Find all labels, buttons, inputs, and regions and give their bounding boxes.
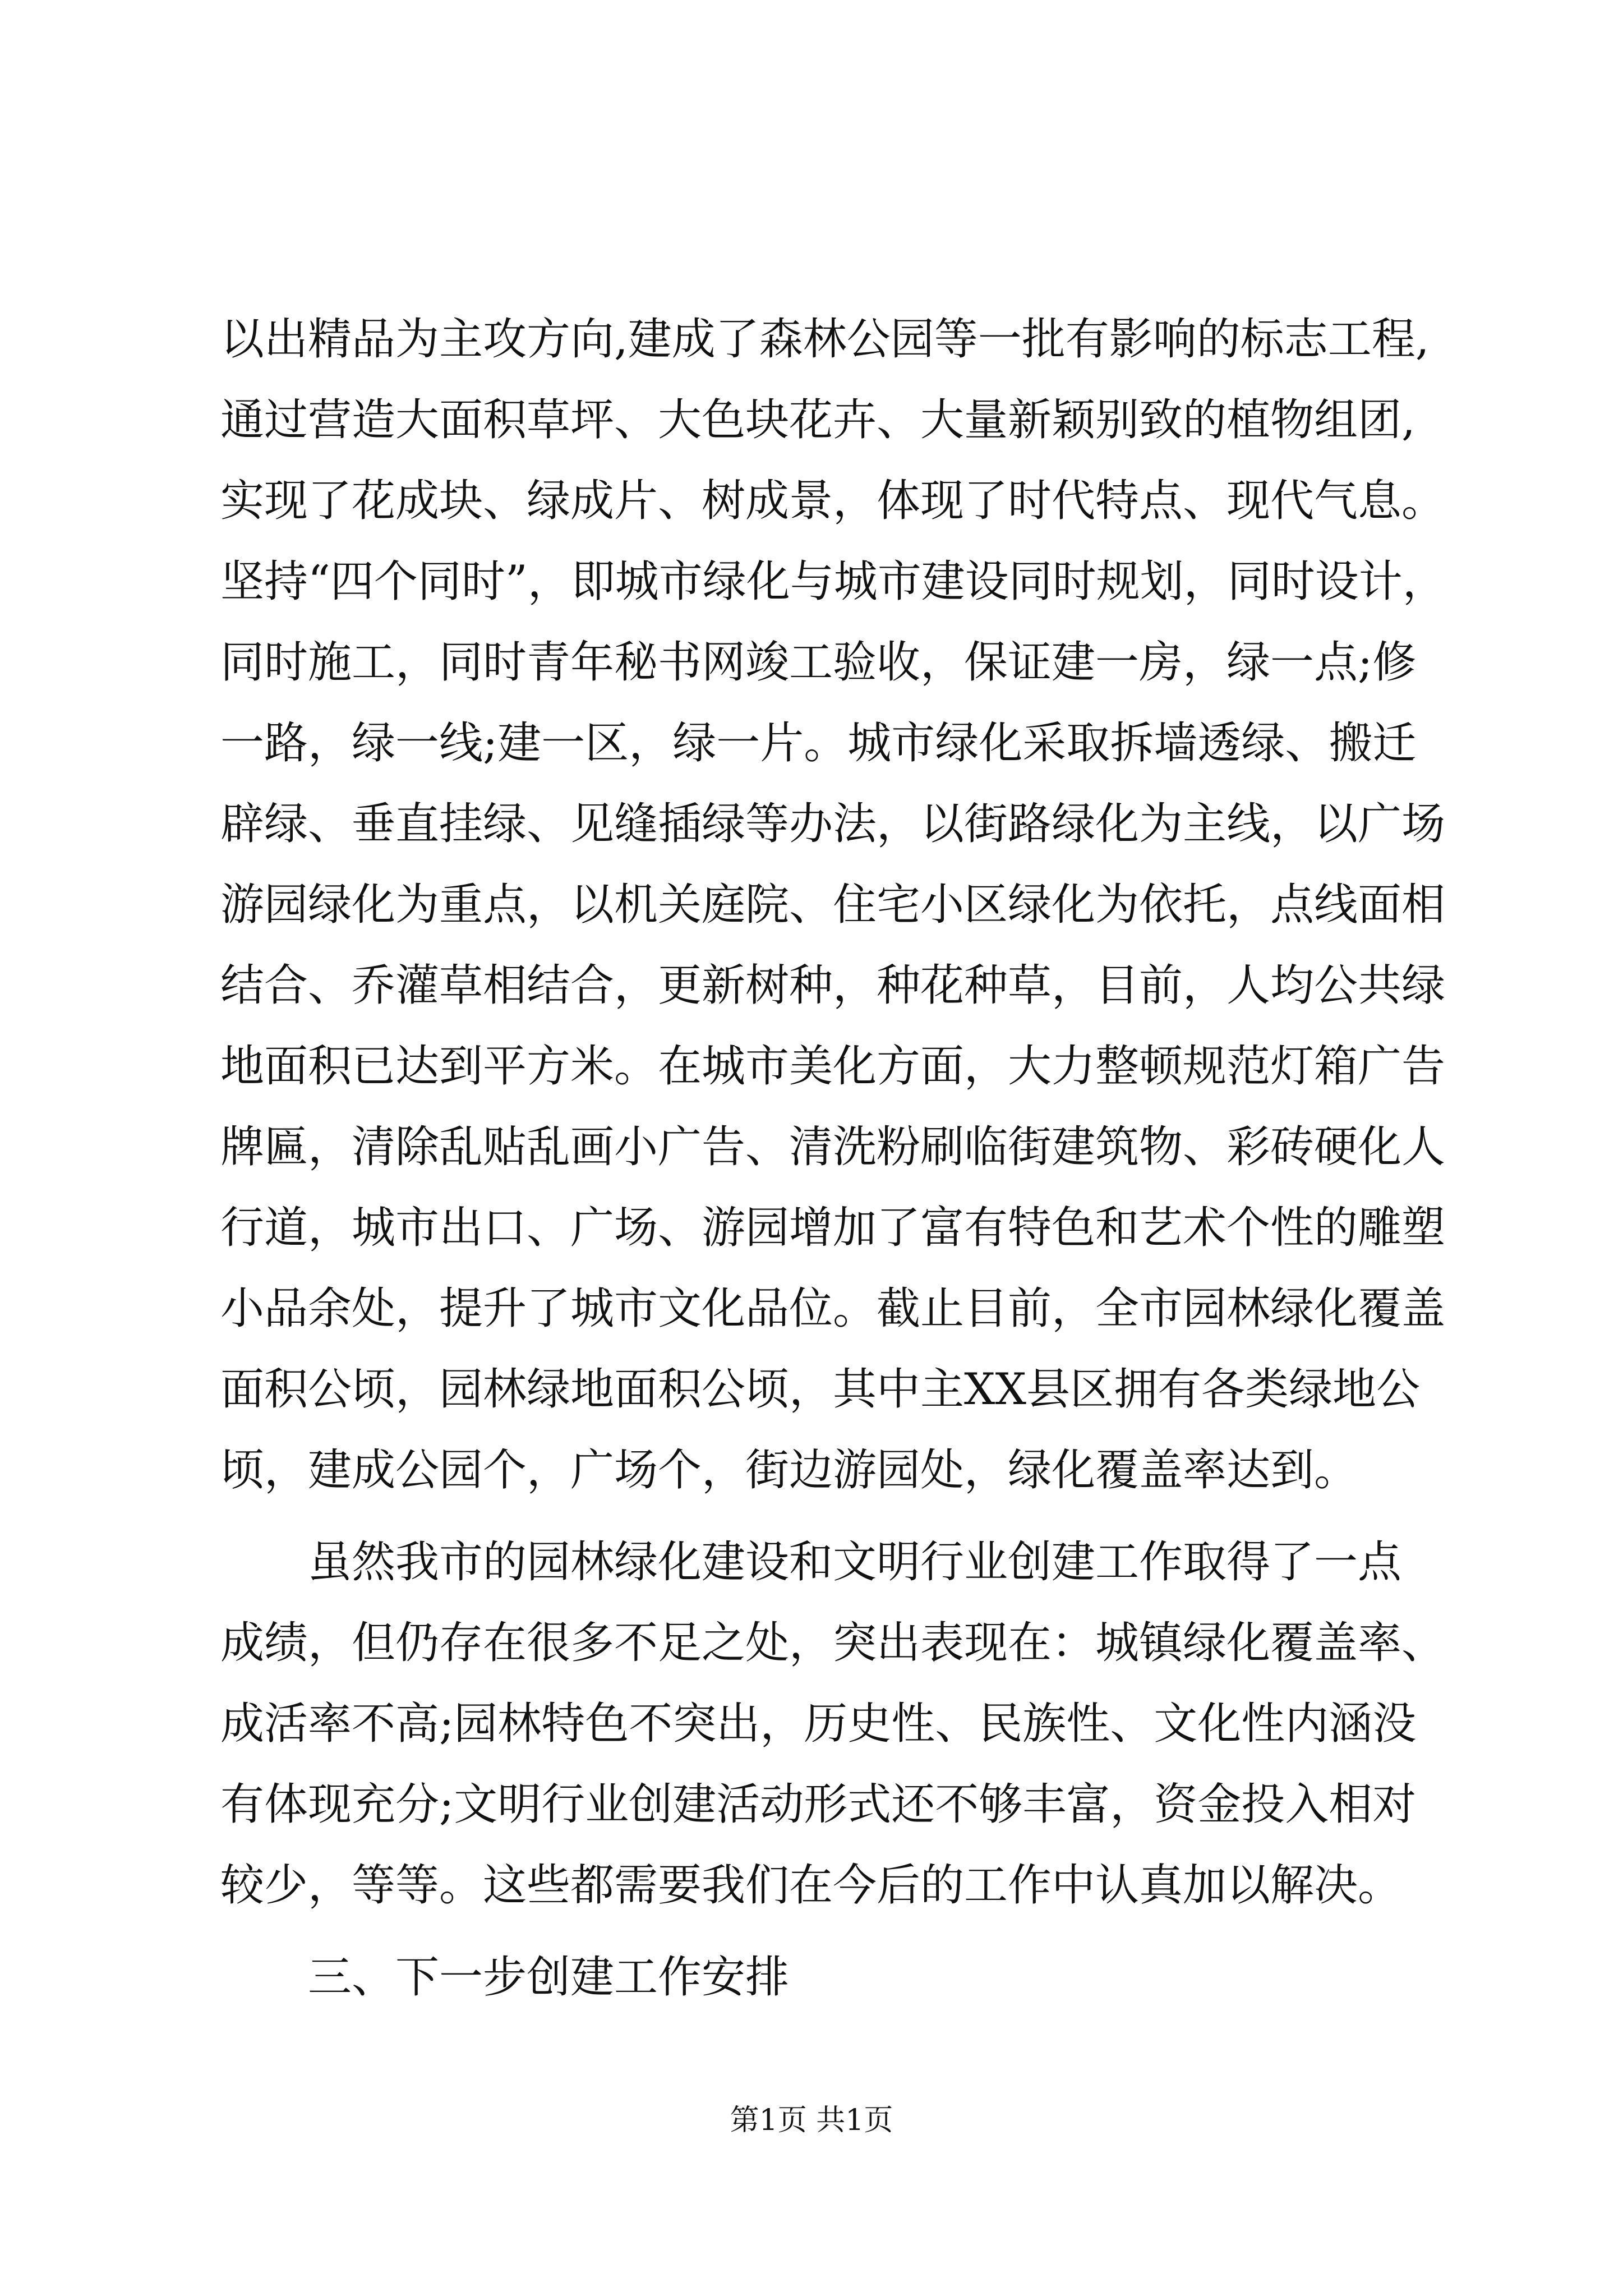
section-heading: 三、下一步创建工作安排	[308, 1952, 790, 2003]
text-line: 一路，绿一线;建一区，绿一片。城市绿化采取拆墙透绿、搬迁	[220, 718, 1417, 769]
page-footer: 第1页 共1页	[730, 2104, 893, 2137]
text-line: 较少，等等。这些都需要我们在今后的工作中认真加以解决。	[220, 1860, 1402, 1911]
text-line: 面积公顷，园林绿地面积公顷，其中主XX县区拥有各类绿地公	[220, 1364, 1421, 1415]
text-line: 同时施工，同时青年秘书网竣工验收，保证建一房，绿一点;修	[220, 637, 1417, 688]
paragraph-first-line: 虽然我市的园林绿化建设和文明行业创建工作取得了一点	[308, 1537, 1402, 1588]
text-line: 坚持“四个同时”，即城市绿化与城市建设同时规划，同时设计，	[220, 556, 1446, 607]
text-line: 成绩，但仍存在很多不足之处，突出表现在：城镇绿化覆盖率、	[220, 1618, 1446, 1668]
text-line: 实现了花成块、绿成片、树成景，体现了时代特点、现代气息。	[220, 476, 1446, 526]
text-line: 行道，城市出口、广场、游园增加了富有特色和艺术个性的雕塑	[220, 1203, 1446, 1253]
text-line: 顷，建成公园个，广场个，街边游园处，绿化覆盖率达到。	[220, 1445, 1358, 1496]
text-line: 游园绿化为重点，以机关庭院、住宅小区绿化为依托，点线面相	[220, 880, 1446, 930]
text-line: 牌匾，清除乱贴乱画小广告、清洗粉刷临街建筑物、彩砖硬化人	[220, 1122, 1446, 1172]
text-line: 以出精品为主攻方向,建成了森林公园等一批有影响的标志工程,	[220, 314, 1430, 365]
text-line: 结合、乔灌草相结合，更新树种，种花种草，目前，人均公共绿	[220, 960, 1446, 1011]
text-line: 有体现充分;文明行业创建活动形式还不够丰富，资金投入相对	[220, 1779, 1417, 1830]
text-line: 成活率不高;园林特色不突出，历史性、民族性、文化性内涵没	[220, 1699, 1417, 1749]
text-line: 小品余处，提升了城市文化品位。截止目前，全市园林绿化覆盖	[220, 1283, 1446, 1334]
text-line: 通过营造大面积草坪、大色块花卉、大量新颖别致的植物组团,	[220, 395, 1415, 445]
text-line: 地面积已达到平方米。在城市美化方面，大力整顿规范灯箱广告	[220, 1041, 1446, 1092]
text-line: 辟绿、垂直挂绿、见缝插绿等办法，以街路绿化为主线，以广场	[220, 799, 1446, 849]
